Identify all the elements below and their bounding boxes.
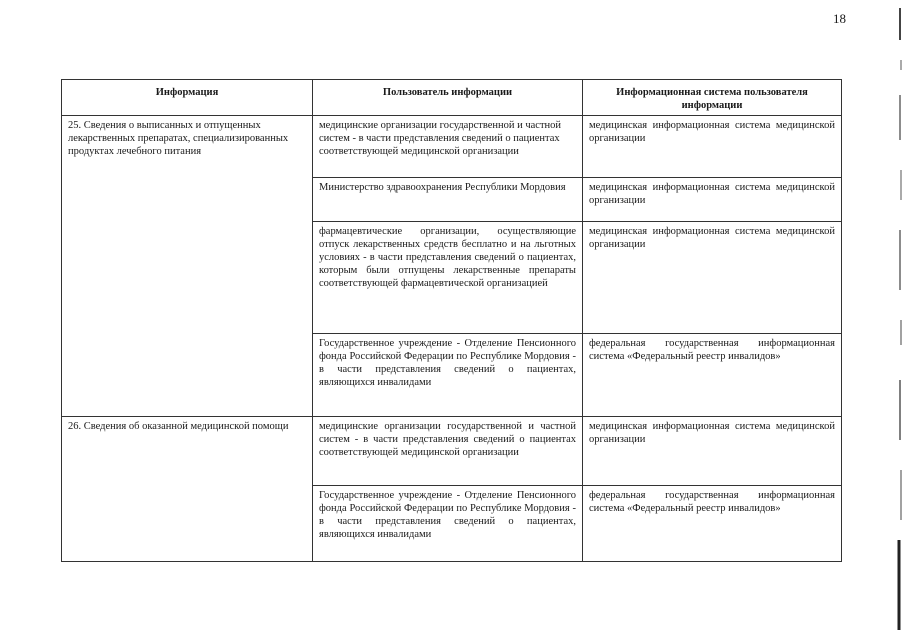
info-cell-25: 25. Сведения о выписанных и отпущенных лекарственных препаратах, специализированных продуктах лечебного питания	[62, 116, 313, 417]
user-cell: Государственное учреждение - Отделение Пенсионного фонда Российской Федерации по Республике Мордовия - в части представления сведений о пациентах, являющихся инвалидами	[313, 334, 583, 417]
system-cell: медицинская информационная система медицинской организации	[583, 116, 842, 178]
table-row	[62, 417, 842, 486]
user-cell: медицинские организации государственной и частной систем - в части представления сведений о пациентах соответствующей медицинской организации	[313, 116, 583, 178]
page-number: 18	[833, 11, 846, 26]
system-cell: медицинская информационная система медицинской организации	[583, 222, 842, 334]
system-cell: медицинская информационная система медицинской организации	[583, 417, 842, 486]
info-table	[61, 79, 842, 562]
header-system: Информационная система пользователя информации	[583, 80, 842, 116]
scan-edge-artifact	[893, 0, 905, 640]
user-cell: фармацевтические организации, осуществляющие отпуск лекарственных средств бесплатно и на льготных условиях - в части представления сведений о пациентах, которым были отпущены лекарственные препараты соответствующей фармацевтической организацией	[313, 222, 583, 334]
header-user: Пользователь информации	[313, 80, 583, 116]
table-header-row	[62, 80, 842, 116]
system-cell: федеральная государственная информационная система «Федеральный реестр инвалидов»	[583, 486, 842, 562]
system-cell: федеральная государственная информационная система «Федеральный реестр инвалидов»	[583, 334, 842, 417]
info-cell-26: 26. Сведения об оказанной медицинской помощи	[62, 417, 313, 562]
system-cell: медицинская информационная система медицинской организации	[583, 178, 842, 222]
user-cell: Министерство здравоохранения Республики Мордовия	[313, 178, 583, 222]
user-cell: медицинские организации государственной и частной систем - в части представления сведений о пациентах соответствующей медицинской организации	[313, 417, 583, 486]
user-cell: Государственное учреждение - Отделение Пенсионного фонда Российской Федерации по Республике Мордовия - в части представления сведений о пациентах, являющихся инвалидами	[313, 486, 583, 562]
header-information: Информация	[62, 80, 313, 116]
table-row	[62, 116, 842, 178]
